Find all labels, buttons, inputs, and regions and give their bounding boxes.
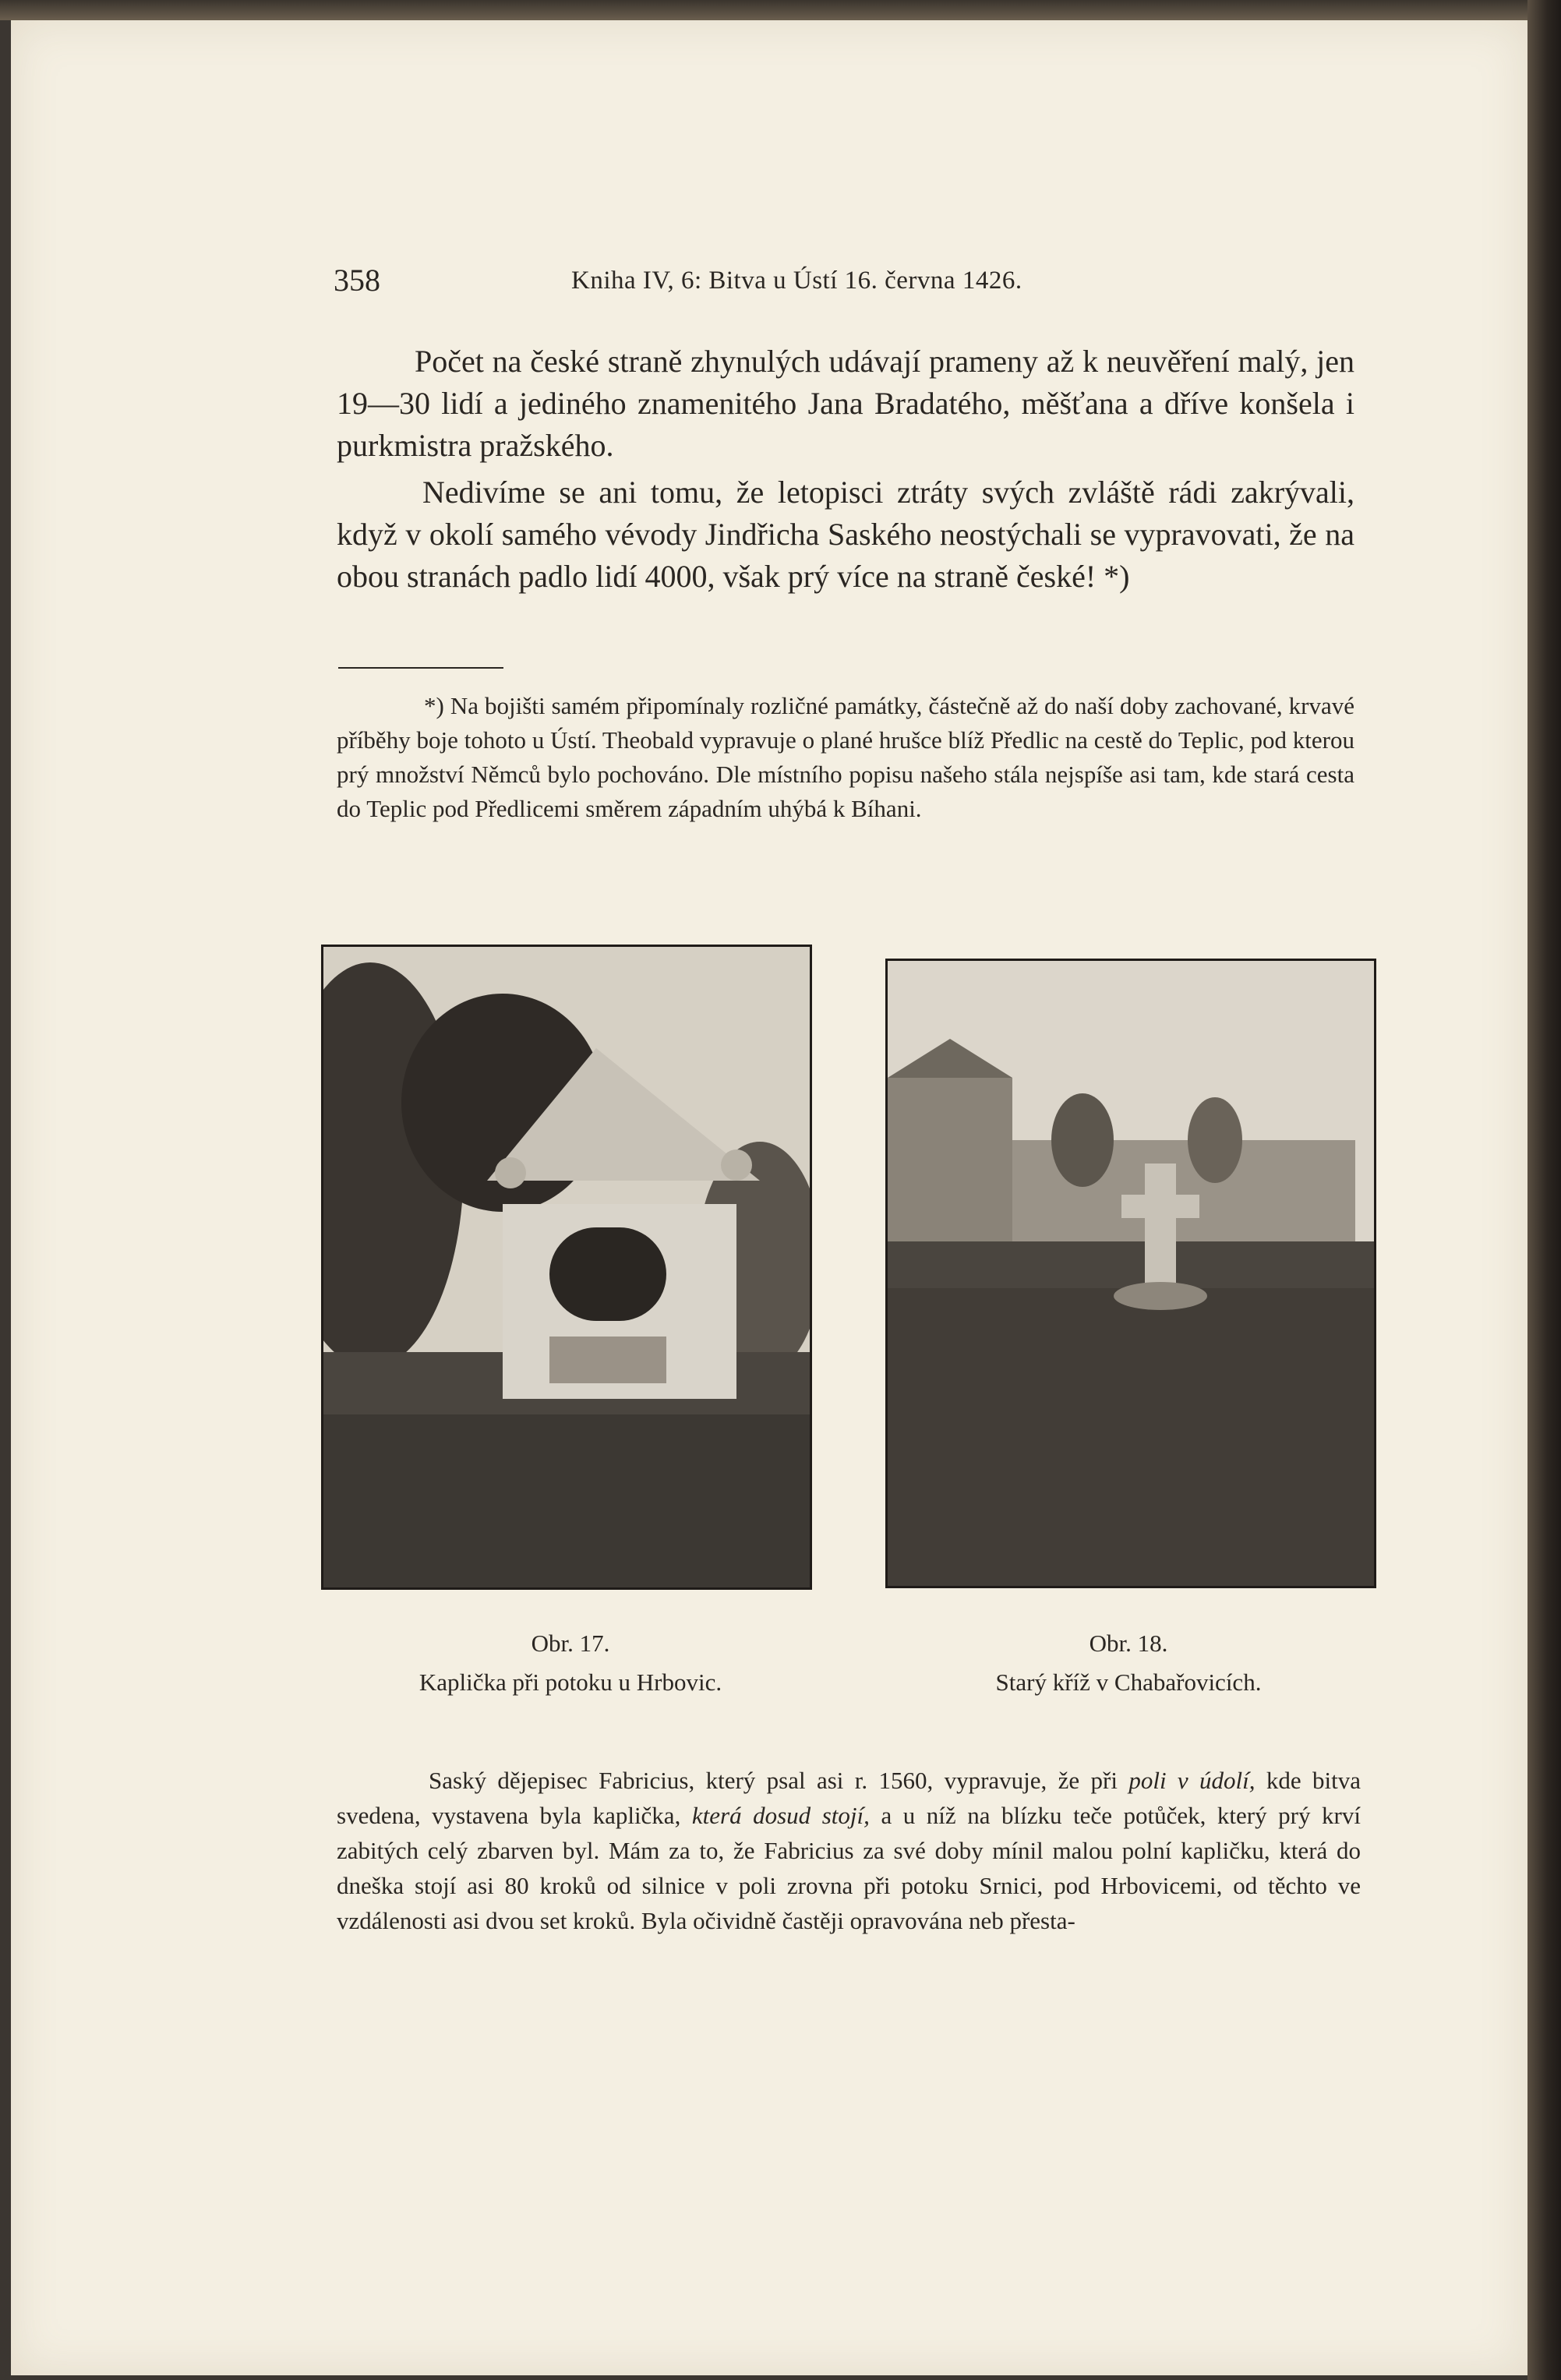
cross-photo-illustration bbox=[888, 961, 1374, 1586]
paragraph-3-italic-1: poli v údolí, bbox=[1128, 1767, 1256, 1794]
page-header bbox=[334, 262, 1378, 301]
paragraph-3-part-1: Saský dějepisec Fabricius, který psal asi r. 1560, vypravuje, že při bbox=[429, 1767, 1129, 1794]
figure-17-caption bbox=[337, 1624, 804, 1702]
paragraph-3 bbox=[337, 1763, 1361, 1938]
chapel-photo-illustration bbox=[323, 947, 810, 1587]
page-number: 358 bbox=[334, 263, 380, 298]
paragraph-3-part-3: a u níž na blízku teče potůček, který prý krví zabitých celý zbarven byl. Mám za to, že Fabricius za své doby mínil malou polní kapličku, která do dneška stojí asi 80 kroků od silnice v poli zrovna při potoku Srnici, pod Hrbovicemi, od těchto ve vzdálenosti asi dvou set kroků. Byla očividně častěji opravována neb přesta- bbox=[337, 1802, 1361, 1934]
footnote-rule bbox=[338, 667, 503, 669]
figure-18-caption bbox=[885, 1624, 1372, 1702]
paragraph-3-italic-2: která dosud stojí, bbox=[691, 1802, 870, 1829]
paragraph-3-part-2: kde bitva svedena, vystavena byla kaplička, bbox=[337, 1767, 1361, 1829]
paragraph-1: Počet na české straně zhynulých udávají prameny až k neuvěření malý, jen 19—30 lidí a jediného znamenitého Jana Bradatého, měšťana a dříve konšela i purkmistra pražského. bbox=[337, 344, 1354, 463]
running-head: Kniha IV, 6: Bitva u Ústí 16. června 1426. bbox=[571, 267, 1022, 295]
figure-17-photo bbox=[321, 945, 812, 1590]
footnote: *) Na bojišti samém připomínaly rozličné památky, částečně až do naší doby zachované, krvavé příběhy boje tohoto u Ústí. Theobald vypravuje o plané hrušce blíž Předlic na cestě do Teplic, pod kterou prý množství Němců bylo pochováno. Dle místního popisu našeho stála nejspíše asi tam, kde stará cesta do Teplic pod Předlicemi směrem západním uhýbá k Bíhani. bbox=[337, 692, 1354, 822]
figure-18-photo bbox=[885, 959, 1376, 1588]
figure-17-title: Kaplička při potoku u Hrbovic. bbox=[419, 1668, 722, 1696]
book-spine-edge bbox=[1527, 0, 1561, 2380]
paragraph-2: Nedivíme se ani tomu, že letopisci ztráty svých zvláště rádi zakrývali, když v okolí samého vévody Jindřicha Saského neostýchali se vypravovati, že na obou stranách padlo lidí 4000, však prý více na straně české! *) bbox=[337, 475, 1354, 594]
scan-top-edge bbox=[0, 0, 1561, 20]
figure-18-label: Obr. 18. bbox=[1089, 1630, 1168, 1657]
figure-17-label: Obr. 17. bbox=[531, 1630, 610, 1657]
figure-18-title: Starý kříž v Chabařovicích. bbox=[995, 1668, 1262, 1696]
